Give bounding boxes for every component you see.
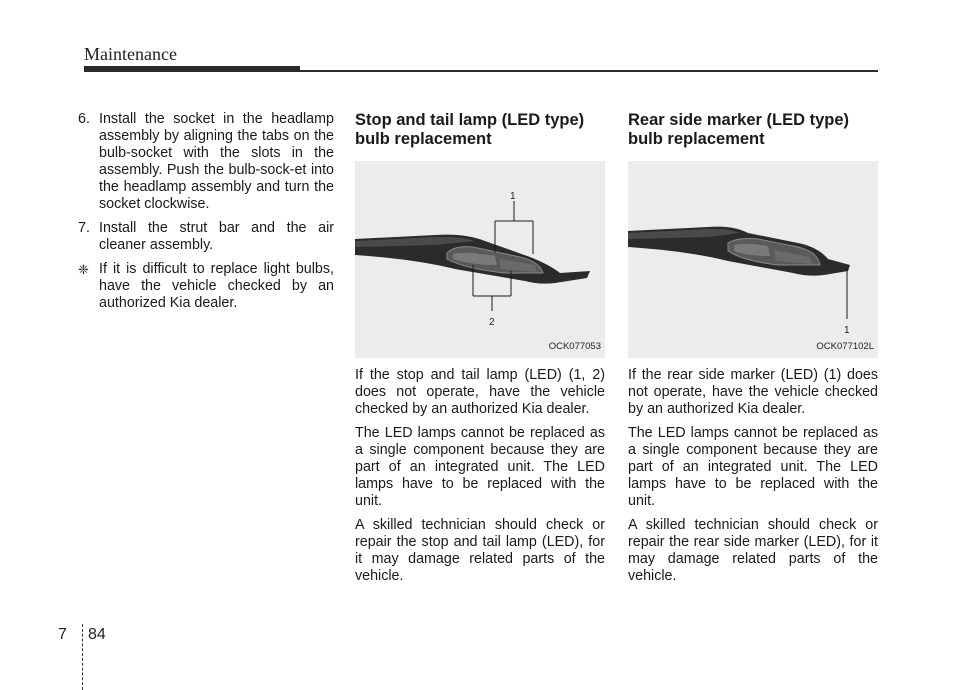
paragraph: The LED lamps cannot be replaced as a single component because they are part of an integrated unit. The LED lamps have to be replaced with the unit.: [628, 425, 878, 509]
step-number: 7.: [78, 220, 90, 236]
figure-code: OCK077102L: [816, 341, 874, 352]
callout-2: 2: [489, 317, 495, 328]
callout-1: 1: [844, 325, 850, 336]
paragraph: The LED lamps cannot be replaced as a single component because they are part of an integrated unit. The LED lamps have to be replaced with the unit.: [355, 425, 605, 509]
step-6: [78, 111, 334, 213]
section-title: [355, 111, 605, 149]
paragraph: If the rear side marker (LED) (1) does not operate, have the vehicle checked by an authorized Kia dealer.: [628, 367, 878, 417]
note-symbol-icon: ❈: [78, 262, 89, 277]
side-marker-figure: [628, 161, 878, 358]
section-title-line: Stop and tail lamp (LED type): [355, 111, 585, 129]
stop-tail-section: [355, 111, 605, 585]
callout-1: 1: [510, 191, 516, 202]
side-marker-illustration: [628, 161, 878, 358]
step-7: [78, 220, 334, 254]
section-title-line: Rear side marker (LED type): [628, 111, 850, 129]
chapter-number: 7: [58, 626, 67, 643]
stop-tail-lamp-figure: [355, 161, 605, 358]
step-text: Install the socket in the headlamp assembly by aligning the tabs on the bulb-socket with the slots in the assembly. Push the bulb-sock-et into the headlamp assembly and turn the socket clockwise.: [99, 111, 334, 212]
paragraph: A skilled technician should check or repair the stop and tail lamp (LED), for it may damage related parts of the vehicle.: [355, 517, 605, 584]
page-number: 84: [88, 626, 106, 643]
tail-lamp-illustration: [355, 161, 605, 358]
paragraph: A skilled technician should check or repair the rear side marker (LED), for it may damage related parts of the vehicle.: [628, 517, 878, 584]
step-number: 6.: [78, 111, 90, 127]
paragraph: If the stop and tail lamp (LED) (1, 2) does not operate, have the vehicle checked by an authorized Kia dealer.: [355, 367, 605, 417]
figure-code: OCK077053: [548, 341, 601, 352]
footer-separator: [82, 624, 83, 690]
section-title-line: bulb replacement: [355, 130, 492, 148]
side-marker-section: [628, 111, 878, 585]
note-text: If it is difficult to replace light bulbs, have the vehicle checked by an authorized Kia dealer.: [99, 261, 334, 311]
note: [78, 261, 334, 312]
left-column: [78, 111, 334, 312]
header-rule-thick: [84, 66, 300, 72]
step-text: Install the strut bar and the air cleaner assembly.: [99, 220, 334, 253]
page-header-title: Maintenance: [84, 44, 177, 64]
section-title-line: bulb replacement: [628, 130, 765, 148]
header-rule-thin: [300, 70, 878, 72]
section-title: [628, 111, 878, 149]
